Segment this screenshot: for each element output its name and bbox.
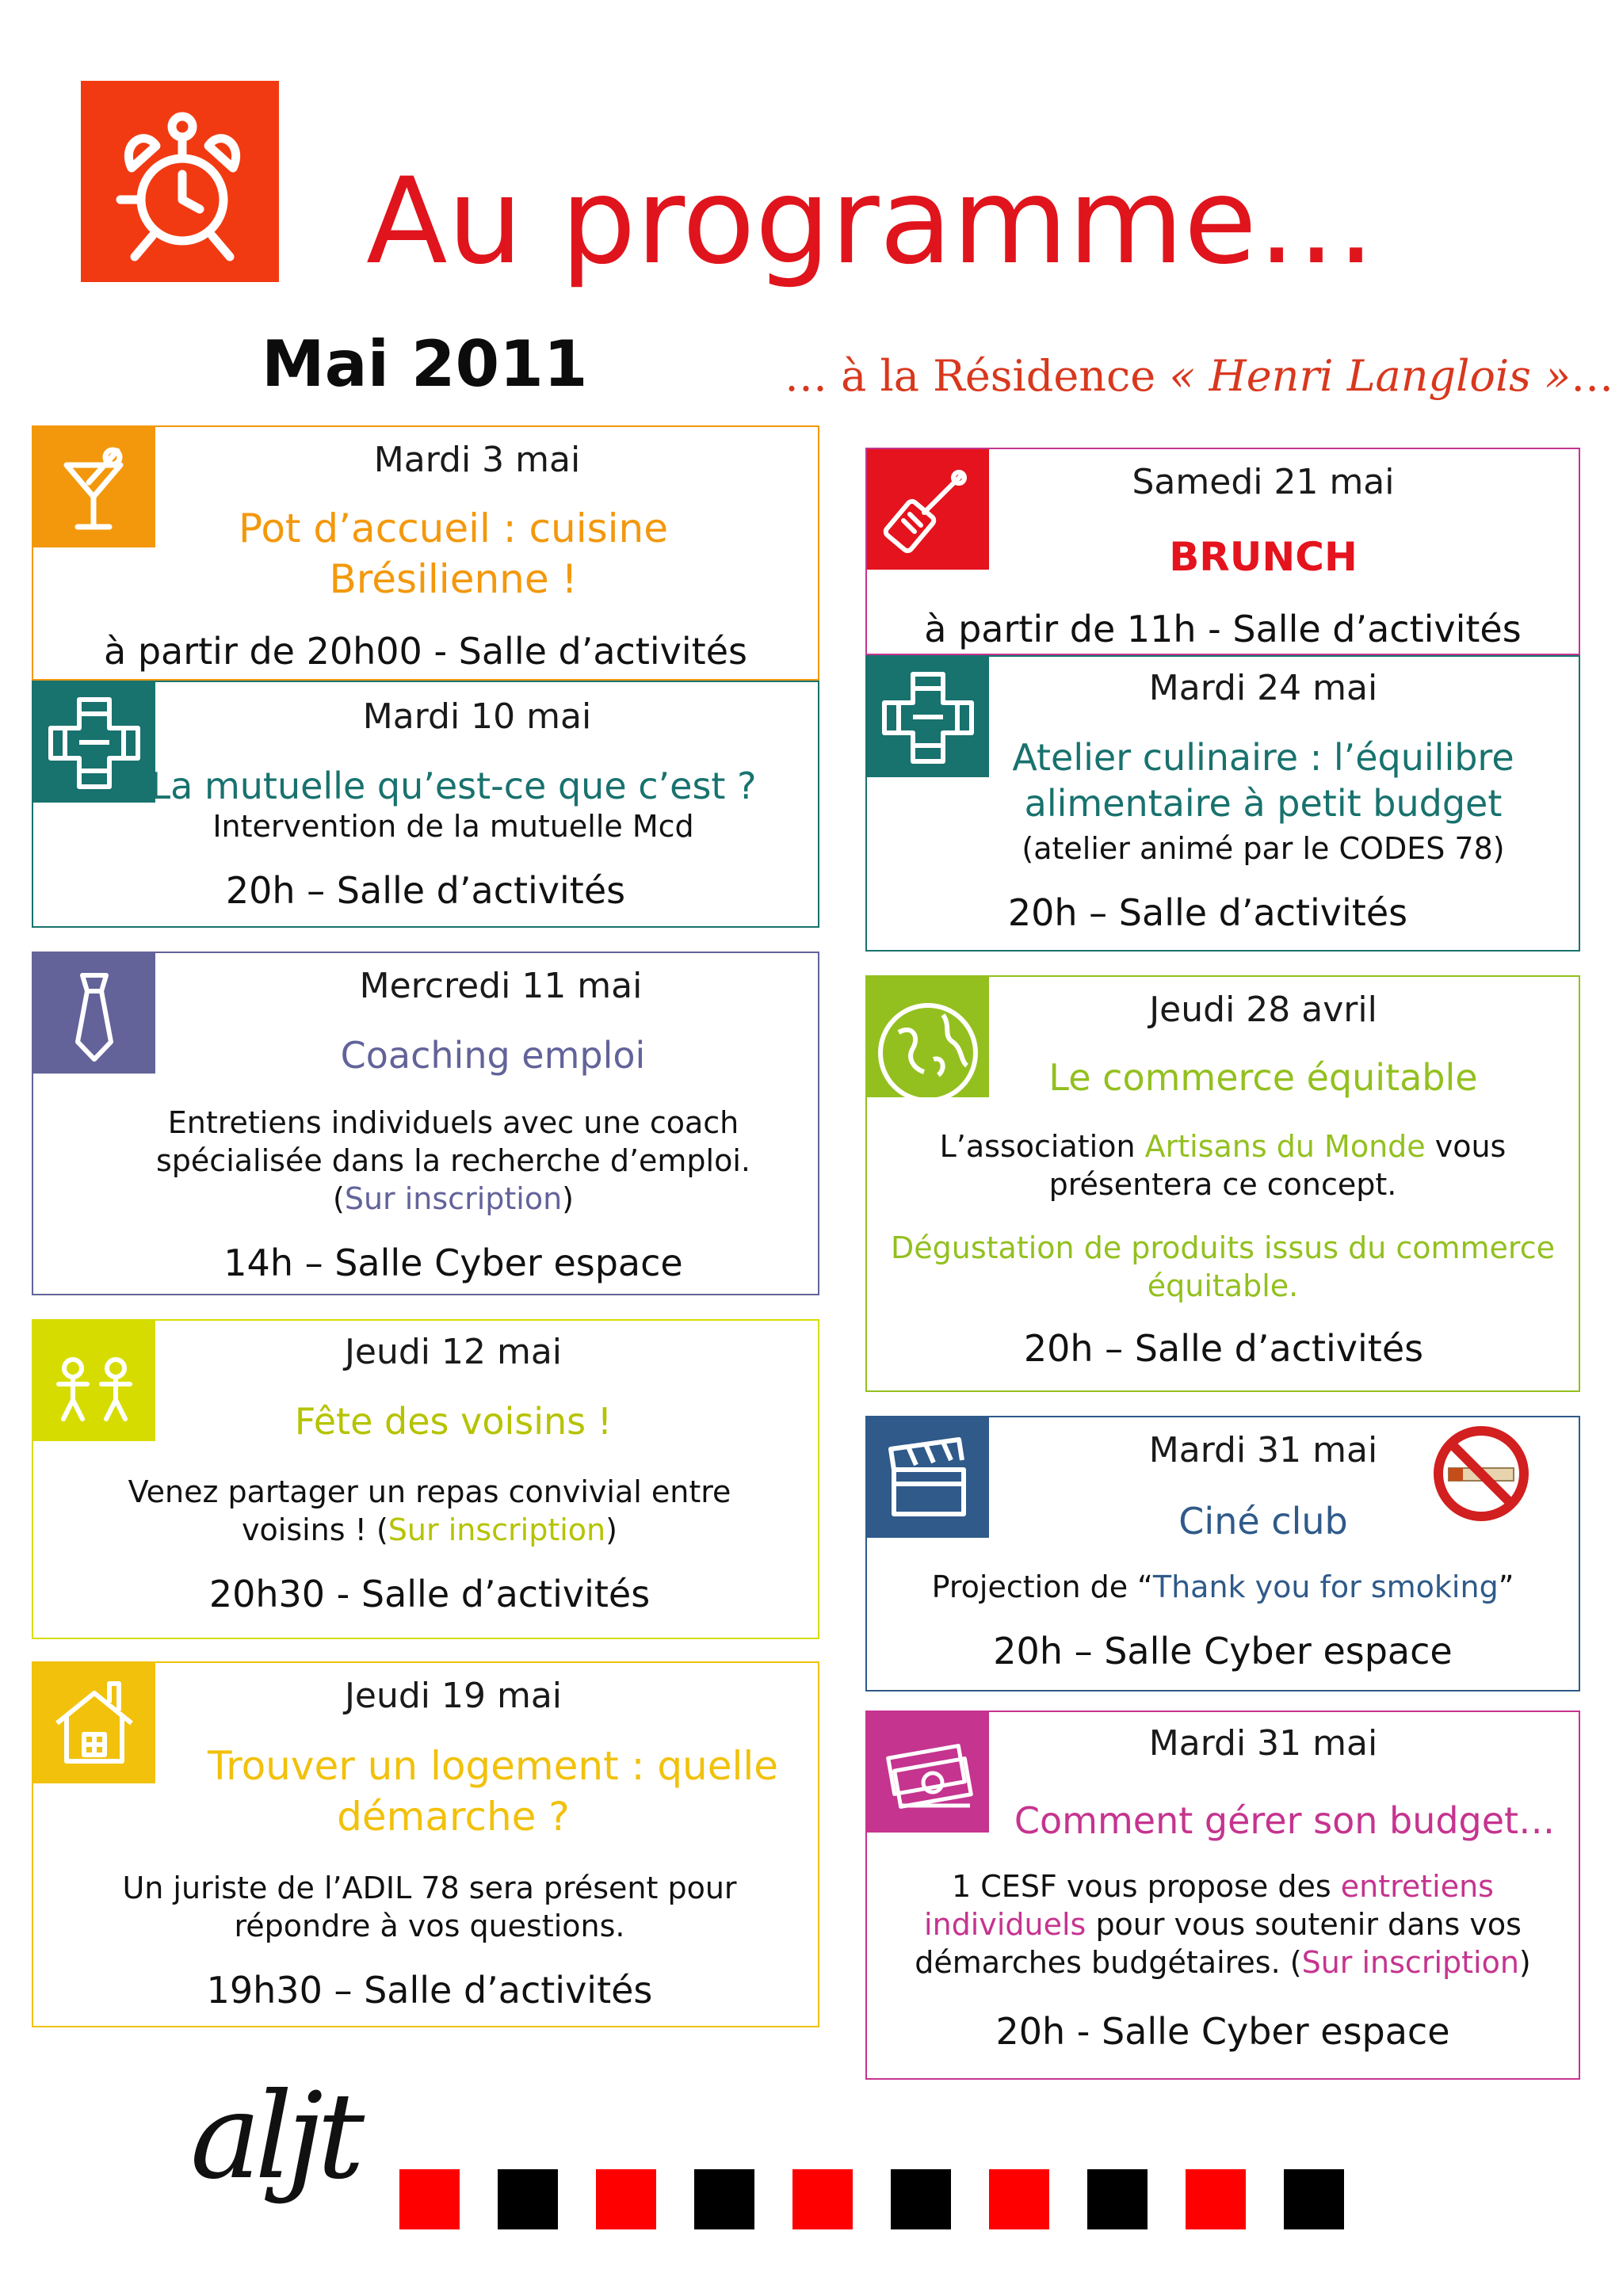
event-date: Jeudi 12 mai [344,1332,563,1372]
event-info: 20h – Salle d’activités [225,869,626,912]
event-description: répondre à vos questions. [234,1909,625,1943]
page-title: Au programme… [366,153,1377,291]
event-title: Comment gérer son budget… [1014,1799,1556,1842]
event-title: BRUNCH [1169,534,1358,580]
event-info: 19h30 – Salle d’activités [206,1969,653,2012]
event-date: Mardi 24 mai [1148,668,1378,708]
event-card-logement [32,1661,819,2027]
event-description: (Sur inscription) [333,1181,574,1216]
clapperboard-icon [867,1417,989,1538]
event-description: Intervention de la mutuelle Mcd [212,809,694,844]
event-description: équitable. [1147,1268,1299,1303]
event-description: Dégustation de produits issus du commerce [891,1230,1555,1265]
registration-note: Sur inscription [344,1181,563,1216]
event-date: Samedi 21 mai [1132,462,1395,502]
event-description: (atelier animé par le CODES 78) [1022,831,1505,866]
event-date: Mardi 31 mai [1148,1723,1378,1764]
event-date: Mardi 3 mai [373,440,581,480]
event-card-pot-accueil [32,425,819,681]
event-card-mutuelle [32,681,819,928]
event-info: 20h – Salle d’activités [1023,1327,1424,1370]
event-card-atelier-culinaire [865,655,1580,952]
brand-logo [81,81,279,282]
event-description: Entretiens individuels avec une coach [167,1105,739,1140]
decorative-square [792,2169,853,2229]
residence-subtitle: … à la Résidence « Henri Langlois »… [785,351,1614,401]
event-card-budget [865,1711,1580,2080]
decorative-square [1087,2169,1148,2229]
event-description: voisins ! (Sur inscription) [242,1512,617,1547]
month-label: Mai 2011 [262,327,588,401]
event-title: Fête des voisins ! [294,1400,613,1443]
event-description: présentera ce concept. [1048,1167,1397,1202]
event-info: 14h – Salle Cyber espace [223,1241,683,1284]
event-title: alimentaire à petit budget [1024,782,1503,825]
event-date: Jeudi 28 avril [1149,990,1377,1030]
event-card-coaching [32,952,819,1295]
event-title: Coaching emploi [340,1034,646,1077]
registration-note: Sur inscription [1301,1945,1519,1980]
globe-icon [867,977,989,1097]
decorative-square [989,2169,1049,2229]
tie-icon [33,953,155,1074]
decorative-square [1186,2169,1246,2229]
decorative-square [498,2169,558,2229]
film-title: Thank you for smoking [1152,1569,1499,1604]
event-title: Le commerce équitable [1048,1056,1478,1099]
event-card-fete-voisins [32,1319,819,1639]
decorative-square [399,2169,460,2229]
registration-note: Sur inscription [388,1512,606,1547]
decorative-square [891,2169,951,2229]
event-title: démarche ? [337,1794,570,1840]
decorative-square [1284,2169,1344,2229]
event-title: La mutuelle qu’est-ce que c’est ? [150,765,757,807]
cocktail-icon [33,427,155,547]
event-date: Mardi 31 mai [1148,1430,1378,1470]
decorative-square [694,2169,754,2229]
event-info: 20h – Salle Cyber espace [993,1630,1453,1672]
event-description: spécialisée dans la recherche d’emploi. [156,1143,750,1178]
event-title: Brésilienne ! [329,556,578,602]
money-icon [867,1712,989,1833]
event-description: Venez partager un repas convivial entre [128,1474,731,1509]
event-info: à partir de 11h - Salle d’activités [924,608,1522,650]
event-info: à partir de 20h00 - Salle d’activités [104,630,747,673]
event-description: démarches budgétaires. (Sur inscription) [915,1945,1531,1980]
event-info: 20h – Salle d’activités [1007,891,1408,934]
event-info: 20h - Salle Cyber espace [995,2010,1450,2053]
decorative-square [596,2169,656,2229]
association-name: Artisans du Monde [1144,1129,1426,1164]
event-title: Pot d’accueil : cuisine [238,505,669,551]
event-description: individuels pour vous soutenir dans vos [924,1907,1522,1942]
event-date: Mardi 10 mai [362,696,592,737]
event-title: Trouver un logement : quelle [207,1743,779,1789]
spatula-icon [867,449,989,570]
event-info: 20h30 - Salle d’activités [208,1573,651,1615]
event-card-cine-club [865,1416,1580,1691]
event-card-commerce-equitable [865,975,1580,1392]
event-title: Atelier culinaire : l’équilibre [1012,736,1514,779]
event-description: Projection de “Thank you for smoking” [931,1569,1514,1604]
aljt-logo: aljt [190,2068,359,2206]
event-date: Jeudi 19 mai [344,1676,563,1716]
event-description: L’association Artisans du Monde vous [939,1129,1507,1164]
alarm-clock-icon [81,81,279,282]
event-card-brunch [865,448,1580,655]
event-description: 1 CESF vous propose des entretiens [952,1869,1494,1904]
event-date: Mercredi 11 mai [359,966,643,1006]
event-description: Un juriste de l’ADIL 78 sera présent pour [122,1871,737,1905]
event-title: Ciné club [1178,1500,1348,1543]
